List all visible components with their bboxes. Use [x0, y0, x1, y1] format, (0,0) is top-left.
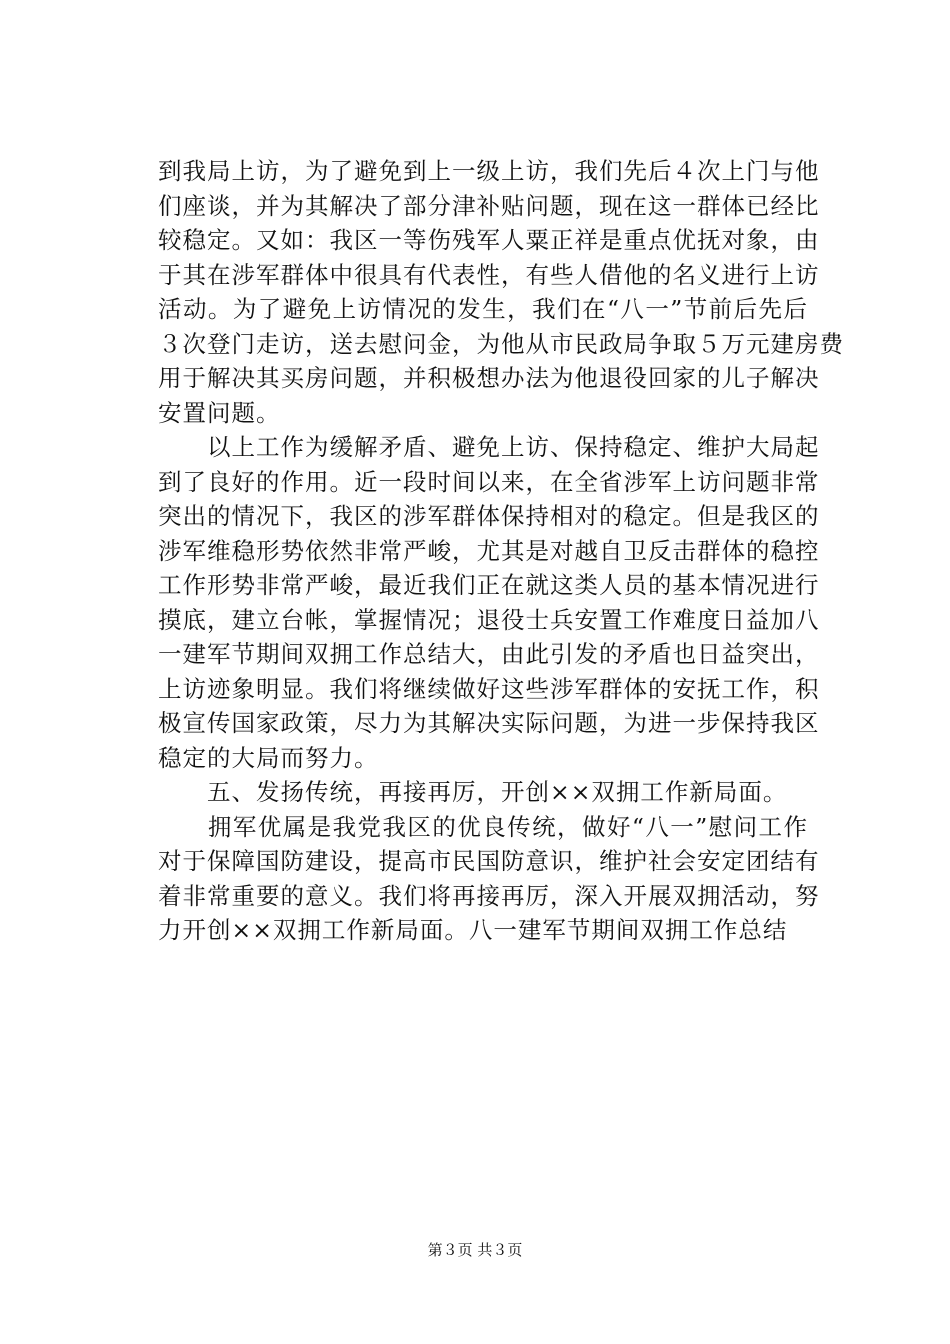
text-line: 对于保障国防建设，提高市民国防意识，维护社会安定团结有: [158, 847, 820, 875]
text-line: 摸底，建立台帐，掌握情况；退役士兵安置工作难度日益加八: [158, 605, 820, 634]
document-body: [158, 154, 844, 948]
text-line: 较稳定。又如：我区一等伤残军人粟正祥是重点优抚对象，由: [158, 226, 820, 254]
text-line: 安置问题。: [158, 398, 281, 427]
text-line: 突出的情况下，我区的涉军群体保持相对的稳定。但是我区的: [158, 502, 820, 530]
text-line: 以上工作为缓解矛盾、避免上访、保持稳定、维护大局起: [158, 433, 820, 461]
text-line: 于其在涉军群体中很具有代表性，有些人借他的名义进行上访: [158, 260, 820, 289]
text-line: 用于解决其买房问题，并积极想办法为他退役回家的儿子解决: [158, 364, 820, 392]
text-line: 上访迹象明显。我们将继续做好这些涉军群体的安抚工作，积: [158, 674, 820, 703]
text-line: 们座谈，并为其解决了部分津补贴问题，现在这一群体已经比: [158, 191, 820, 220]
text-line: 到了良好的作用。近一段时间以来，在全省涉军上访问题非常: [158, 467, 820, 496]
text-line: 稳定的大局而努力。: [158, 743, 379, 772]
text-line: 极宣传国家政策，尽力为其解决实际问题，为进一步保持我区: [158, 709, 820, 737]
text-line: 工作形势非常严峻，最近我们正在就这类人员的基本情况进行: [158, 571, 820, 599]
text-line: 涉军维稳形势依然非常严峻，尤其是对越自卫反击群体的稳控: [158, 536, 820, 565]
text-line: 力开创××双拥工作新局面。八一建军节期间双拥工作总结: [158, 916, 788, 944]
page-footer: [0, 1240, 950, 1260]
text-line: ３次登门走访，送去慰问金，为他从市民政局争取５万元建房费: [158, 329, 844, 358]
text-line: 拥军优属是我党我区的优良传统，做好“八一”慰问工作: [158, 812, 808, 841]
text-line: 到我局上访，为了避免到上一级上访，我们先后４次上门与他: [158, 157, 820, 185]
text-line: 着非常重要的意义。我们将再接再厉，深入开展双拥活动，努: [158, 881, 820, 910]
page-number: 第３页 共３页: [427, 1241, 523, 1259]
text-line: 五、发扬传统，再接再厉，开创××双拥工作新局面。: [158, 778, 788, 806]
text-line: 活动。为了避免上访情况的发生，我们在“八一”节前后先后: [158, 295, 808, 323]
text-line: 一建军节期间双拥工作总结大，由此引发的矛盾也日益突出，: [158, 640, 820, 668]
